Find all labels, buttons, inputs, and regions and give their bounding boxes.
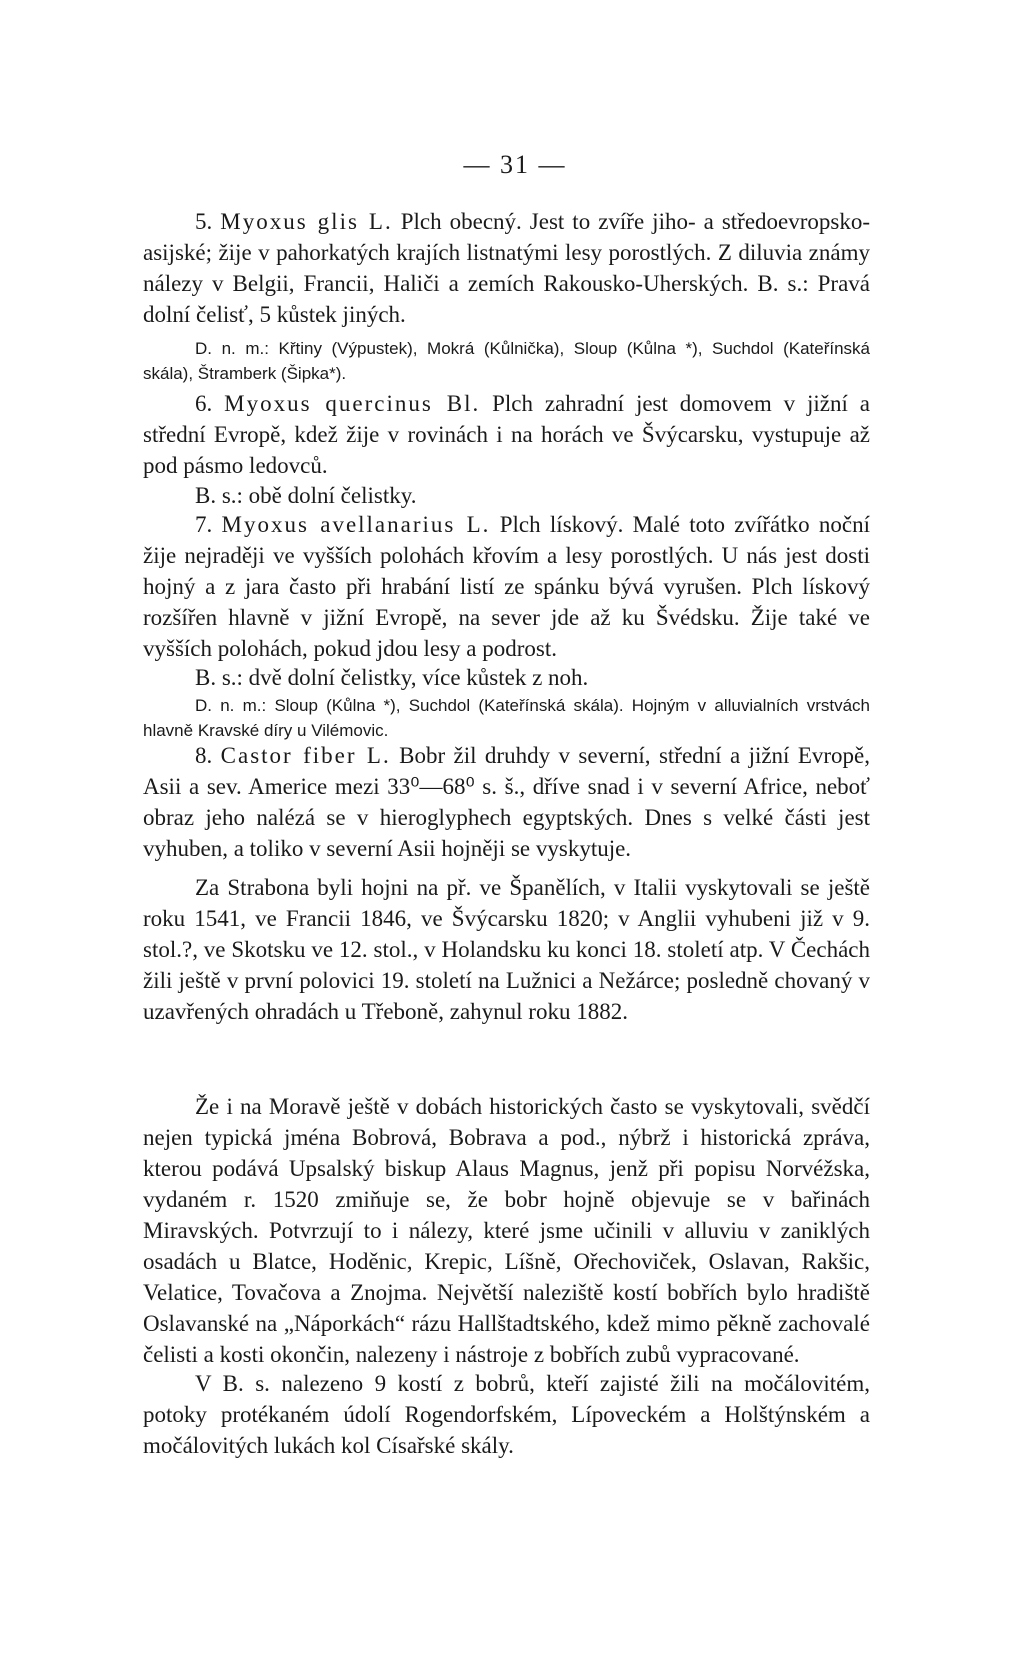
section-6 [143, 388, 870, 481]
section-number: 7. [195, 512, 213, 537]
section-number: 5. [195, 209, 213, 234]
species-name: Myoxus avellanarius L. [221, 512, 491, 537]
collection-note: B. s.: dvě dolní čelistky, více kůstek z noh. [195, 665, 589, 690]
paragraph-strabo [143, 872, 870, 1027]
section-6-collection [143, 480, 870, 511]
species-name: Myoxus glis L. [220, 209, 393, 234]
body-paragraph: Za Strabona byli hojni na př. ve Španělích, v Italii vyskytovali se ještě roku 1541, ve Francii 1846, ve Švýcarsku 1820; v Anglii vyhubeni již v 9. stol.?, ve Skotsku ve 12. stol., v Holandsku ku konci 18. století atp. V Čechách žili ještě v první polovici 19. století na Lužnici a Nežárce; posledně chovaný v uzavřených ohradách u Třeboně, zahynul roku 1882. [143, 875, 870, 1024]
section-5 [143, 206, 870, 330]
species-name: Myoxus quercinus Bl. [224, 391, 481, 416]
section-text: Plch zahradní jest domovem v jižní a střední Evropě, kdež žije v rovinách i na horách ve Švýcarsku, vystupuje až pod pásmo ledovců. [143, 391, 870, 478]
distribution-note: D. n. m.: Sloup (Kůlna *), Suchdol (Kateřínská skála). Hojným v alluvialních vrstvách hlavně Kravské díry u Vilémovic. [143, 696, 870, 740]
section-number: 6. [195, 391, 213, 416]
page-number: — 31 — [463, 150, 567, 179]
section-7-paragraph [143, 509, 870, 664]
section-7 [143, 509, 870, 664]
body-paragraph: Že i na Moravě ještě v dobách historických často se vyskytovali, svědčí nejen typická jména Bobrová, Bobrava a pod., nýbrž i historická zpráva, kterou podává Upsalský biskup Alaus Magnus, jenž při popisu Norvéžska, vydaném r. 1520 zmiňuje se, že bobr hojně objevuje se v bařinách Miravských. Potvrzují to i nálezy, které jsme učinili v alluviu v zaniklých osadách u Blatce, Hoděnic, Krepic, Líšně, Ořechoviček, Oslavan, Rakšic, Velatice, Tovačova a Znojma. Největší naleziště kostí bobřích bylo hradiště Oslavanské na „Náporkách“ rázu Hallštadtského, kdež mimo pěkně zachovalé čelisti a kosti okončin, nalezeny i nástroje z bobřích zubů vypracované. [143, 1094, 870, 1367]
section-7-distribution [143, 693, 870, 743]
section-5-distribution [143, 336, 870, 386]
section-6-paragraph [143, 388, 870, 481]
section-8 [143, 740, 870, 864]
section-text: Plch obecný. Jest to zvíře jiho- a středoevropsko-asijské; žije v pahorkatých krajích listnatými lesy porostlých. Z diluvia známy nálezy v Belgii, Francii, Haliči a zemích Rakousko-Uherských. B. s.: Pravá dolní čelisť, 5 kůstek jiných. [143, 209, 871, 327]
paragraph-collection [143, 1368, 870, 1461]
section-5-paragraph [143, 206, 870, 330]
paragraph-morava [143, 1091, 870, 1370]
section-7-collection [143, 662, 870, 693]
section-8-paragraph [143, 740, 870, 864]
section-text: Plch lískový. Malé toto zvířátko noční žije nejraději ve vyšších polohách křovím a lesy porostlých. U nás jest dosti hojný a z jara často při hrabání listí ze spánku bývá vyrušen. Plch lískový rozšířen hlavně v jižní Evropě, na sever jde až ku Švédsku. Žije také ve vyšších polohách, pokud jdou lesy a podrost. [143, 512, 871, 661]
collection-note: B. s.: obě dolní čelistky. [195, 483, 417, 508]
distribution-note: D. n. m.: Křtiny (Výpustek), Mokrá (Kůlnička), Sloup (Kůlna *), Suchdol (Kateřínská skála), Štramberk (Šipka*). [143, 339, 870, 383]
section-text: Bobr žil druhdy v severní, střední a jižní Evropě, Asii a sev. Americe mezi 33⁰—68⁰ s. š., dříve snad i v severní Africe, neboť obraz jeho nalézá se v hieroglyphech egyptských. Dnes s velké části jest vyhuben, a toliko v severní Asii hojněji se vyskytuje. [143, 743, 871, 861]
section-number: 8. [195, 743, 213, 768]
body-paragraph: V B. s. nalezeno 9 kostí z bobrů, kteří zajisté žili na močálovitém, potoky protékaném údolí Rogendorfském, Lípoveckém a Holštýnském a močálovitých lukách kol Císařské skály. [143, 1371, 870, 1458]
species-name: Castor fiber L. [220, 743, 391, 768]
